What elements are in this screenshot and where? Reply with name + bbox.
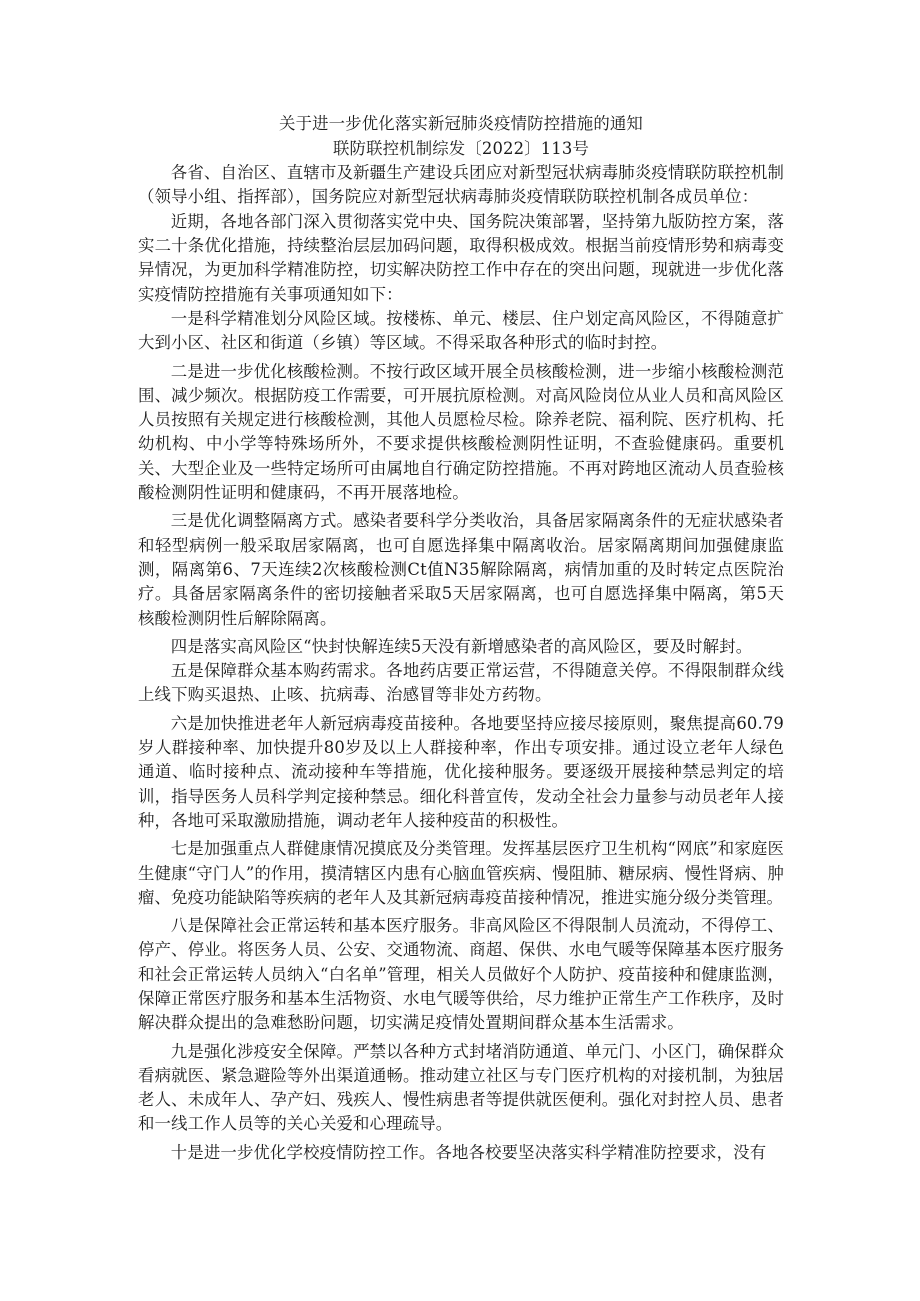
addressee-paragraph: 各省、自治区、直辖市及新疆生产建设兵团应对新型冠状病毒肺炎疫情联防联控机制（领导小组、指挥部），国务院应对新型冠状病毒肺炎疫情联防联控机制各成员单位：	[138, 163, 784, 207]
measure-paragraph-3: 三是优化调整隔离方式。感染者要科学分类收治，具备居家隔离条件的无症状感染者和轻型病例一般采取居家隔离，也可自愿选择集中隔离收治。居家隔离期间加强健康监测，隔离第6、7天连续2次核酸检测Ct值N35解除隔离，病情加重的及时转定点医院治疗。具备居家隔离条件的密切接触者采取5天居家隔离，也可自愿选择集中隔离，第5天核酸检测阴性后解除隔离。	[138, 511, 784, 628]
measure-paragraph-5: 五是保障群众基本购药需求。各地药店要正常运营，不得随意关停。不得限制群众线上线下购买退热、止咳、抗病毒、治感冒等非处方药物。	[138, 661, 784, 705]
measure-paragraph-10: 十是进一步优化学校疫情防控工作。各地各校要坚决落实科学精准防控要求，没有	[170, 1142, 767, 1162]
document-title: 关于进一步优化落实新冠肺炎疫情防控措施的通知	[279, 114, 643, 133]
measure-paragraph-7: 七是加强重点人群健康情况摸底及分类管理。发挥基层医疗卫生机构“网底”和家庭医生健康“守门人”的作用，摸清辖区内患有心脑血管疾病、慢阻肺、糖尿病、慢性肾病、肿瘤、免疫功能缺陷等疾病的老年人及其新冠病毒疫苗接种情况，推进实施分级分类管理。	[138, 839, 784, 907]
measure-paragraph-6: 六是加快推进老年人新冠病毒疫苗接种。各地要坚持应接尽接原则，聚焦提高60.79岁人群接种率、加快提升80岁及以上人群接种率，作出专项安排。通过设立老年人绿色通道、临时接种点、流动接种车等措施，优化接种服务。要逐级开展接种禁忌判定的培训，指导医务人员科学判定接种禁忌。细化科普宣传，发动全社会力量参与动员老年人接种，各地可采取激励措施，调动老年人接种疫苗的积极性。	[138, 713, 784, 830]
measure-paragraph-8: 八是保障社会正常运转和基本医疗服务。非高风险区不得限制人员流动，不得停工、停产、停业。将医务人员、公安、交通物流、商超、保供、水电气暖等保障基本医疗服务和社会正常运转人员纳入“白名单”管理，相关人员做好个人防护、疫苗接种和健康监测，保障正常医疗服务和基本生活物资、水电气暖等供给，尽力维护正常生产工作秩序，及时解决群众提出的急难愁盼问题，切实满足疫情处置期间群众基本生活需求。	[138, 916, 784, 1033]
measure-paragraph-9: 九是强化涉疫安全保障。严禁以各种方式封堵消防通道、单元门、小区门，确保群众看病就医、紧急避险等外出渠道通畅。推动建立社区与专门医疗机构的对接机制，为独居老人、未成年人、孕产妇、残疾人、慢性病患者等提供就医便利。强化对封控人员、患者和一线工作人员等的关心关爱和心理疏导。	[138, 1041, 784, 1134]
measure-paragraph-4: 四是落实高风险区“快封快解连续5天没有新增感染者的高风险区，要及时解封。	[170, 636, 753, 656]
document-number: 联防联控机制综发〔2022〕113号	[333, 138, 589, 158]
measure-paragraph-1: 一是科学精准划分风险区域。按楼栋、单元、楼层、住户划定高风险区，不得随意扩大到小区、社区和街道（乡镇）等区域。不得采取各种形式的临时封控。	[138, 308, 784, 353]
document-page	[138, 112, 784, 1165]
measure-paragraph-2: 二是进一步优化核酸检测。不按行政区域开展全员核酸检测，进一步缩小核酸检测范围、减少频次。根据防疫工作需要，可开展抗原检测。对高风险岗位从业人员和高风险区人员按照有关规定进行核酸检测，其他人员愿检尽检。除养老院、福利院、医疗机构、托幼机构、中小学等特殊场所外，不要求提供核酸检测阴性证明，不查验健康码。重要机关、大型企业及一些特定场所可由属地自行确定防控措施。不再对跨地区流动人员查验核酸检测阴性证明和健康码，不再开展落地检。	[138, 361, 784, 503]
intro-paragraph: 近期，各地各部门深入贯彻落实党中央、国务院决策部署，坚持第九版防控方案，落实二十条优化措施，持续整治层层加码问题，取得积极成效。根据当前疫情形势和病毒变异情况，为更加科学精准防控，切实解决防控工作中存在的突出问题，现就进一步优化落实疫情防控措施有关事项通知如下：	[138, 211, 784, 304]
